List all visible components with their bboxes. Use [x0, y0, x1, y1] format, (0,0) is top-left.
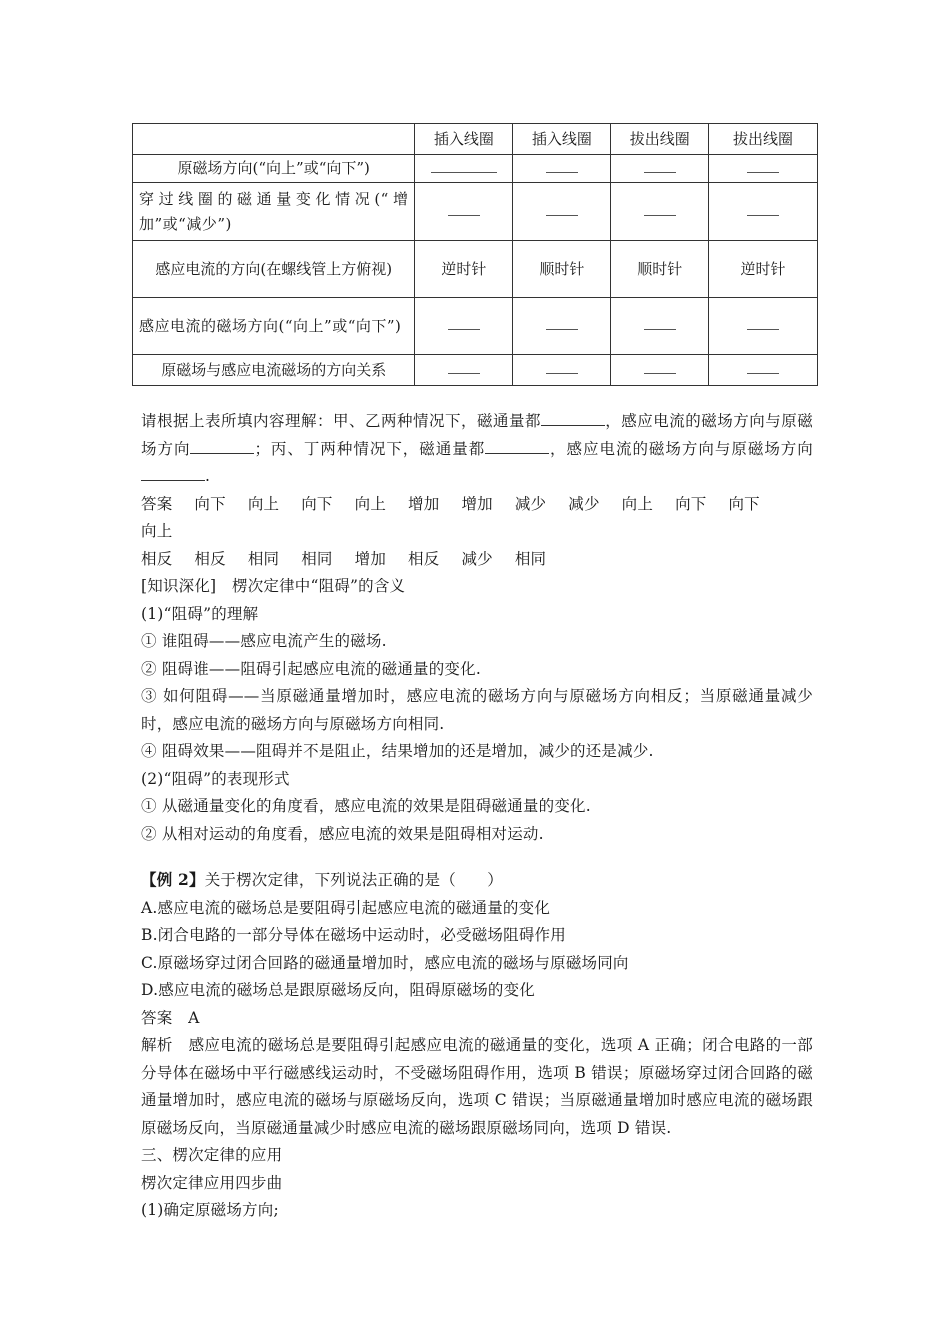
section-title: [知识深化] 楞次定律中“阻碍”的含义	[141, 577, 406, 595]
fill-blank	[644, 215, 676, 216]
fill-blank	[747, 215, 779, 216]
table-header-cell: 拔出线圈	[709, 124, 818, 155]
fill-blank	[644, 329, 676, 330]
analysis-label: 解析	[141, 1036, 173, 1054]
table-header-cell: 插入线圈	[415, 124, 513, 155]
blank-cell	[709, 155, 818, 183]
blank-cell	[415, 298, 513, 355]
blank-cell	[709, 183, 818, 241]
table-cell: 逆时针	[415, 241, 513, 298]
fill-blank	[747, 373, 779, 374]
fill-blank	[546, 373, 578, 374]
table-header-cell: 拔出线圈	[611, 124, 709, 155]
list-item: ③ 如何阻碍——当原磁通量增加时，感应电流的磁场方向与原磁场方向相反；当原磁通量减少时，感应电流的磁场方向与原磁场方向相同.	[141, 687, 813, 733]
answer-line	[141, 546, 813, 574]
fill-blank	[546, 172, 578, 173]
list-item: ① 从磁通量变化的角度看，感应电流的效果是阻碍磁通量的变化.	[141, 797, 591, 815]
blank-cell	[415, 155, 513, 183]
fill-blank	[431, 172, 497, 173]
fill-blank	[546, 329, 578, 330]
answer-value: 相反	[141, 549, 173, 568]
paragraph-text: .	[205, 467, 211, 485]
fill-blank	[644, 373, 676, 374]
blank-cell	[611, 355, 709, 386]
answer-value: 相反	[408, 549, 440, 568]
spacer	[141, 848, 813, 866]
answer-line	[141, 1005, 813, 1033]
answer-label: 答案	[141, 1008, 173, 1027]
table-cell: 顺时针	[611, 241, 709, 298]
lenz-experiment-table	[132, 123, 818, 386]
analysis-text: 感应电流的磁场总是要阻碍引起感应电流的磁通量的变化，选项 A 正确；闭合电路的一部分导体在磁场中平行磁感线运动时，不受磁场阻碍作用，选项 B 错误；原磁场穿过闭合回路的磁通量增加时，感应电流的磁场与原磁场反向，选项 C 错误；当原磁通量增加时感应电流的磁场跟原磁场反向，当原磁通量减少时感应电流的磁场跟原磁场同向，选项 D 错误.	[141, 1036, 813, 1137]
table-row	[133, 183, 818, 241]
answer-line	[141, 491, 813, 546]
list-item: ② 从相对运动的角度看，感应电流的效果是阻碍相对运动.	[141, 824, 544, 843]
fill-blank	[541, 409, 605, 426]
answer-value: 增加	[461, 494, 493, 513]
table-header-row	[133, 124, 818, 155]
fill-blank	[546, 215, 578, 216]
answer-value: 减少	[461, 549, 493, 568]
blank-cell	[611, 155, 709, 183]
fill-blank	[644, 172, 676, 173]
option-a: A.感应电流的磁场总是要阻碍引起感应电流的磁通量的变化	[141, 898, 551, 917]
row-label: 原磁场与感应电流磁场的方向关系	[133, 355, 415, 386]
table-header-cell: 插入线圈	[513, 124, 611, 155]
subsection-title: (2)“阻碍”的表现形式	[141, 769, 290, 788]
paragraph-text: 请根据上表所填内容理解：甲、乙两种情况下，磁通量都	[141, 412, 541, 430]
step-item: (1)确定原磁场方向;	[141, 1201, 279, 1219]
answer-value: 向下	[301, 494, 333, 513]
answer-value: 增加	[408, 494, 440, 513]
fill-blank	[485, 437, 549, 454]
answer-value: 向上	[354, 494, 387, 513]
fill-blank	[190, 437, 254, 454]
option-b: B.闭合电路的一部分导体在磁场中运动时，必受磁场阻碍作用	[141, 926, 566, 944]
row-label: 原磁场方向(“向上”或“向下”)	[133, 155, 415, 183]
table-row	[133, 355, 818, 386]
answer-value: A	[188, 1008, 200, 1027]
answer-value: 相同	[247, 549, 280, 568]
section-heading: 三、楞次定律的应用	[141, 1146, 283, 1164]
option-c: C.原磁场穿过闭合回路的磁通量增加时，感应电流的磁场与原磁场同向	[141, 953, 629, 972]
fill-blank	[448, 373, 480, 374]
answer-value: 向上	[247, 494, 280, 513]
list-item: ④ 阻碍效果——阻碍并不是阻止，结果增加的还是增加，减少的还是减少.	[141, 742, 654, 760]
list-item: ① 谁阻碍——感应电流产生的磁场.	[141, 632, 387, 650]
blank-cell	[415, 183, 513, 241]
answer-label: 答案	[141, 494, 173, 513]
fill-blank	[747, 172, 779, 173]
fill-blank	[141, 464, 205, 481]
blank-cell	[611, 298, 709, 355]
example-question	[141, 866, 813, 895]
blank-cell	[513, 355, 611, 386]
blank-cell	[513, 183, 611, 241]
answer-value: 相反	[194, 549, 226, 568]
blank-cell	[611, 183, 709, 241]
answer-value: 相同	[301, 549, 333, 568]
table-row	[133, 241, 818, 298]
answer-value: 增加	[354, 549, 387, 568]
answer-value: 减少	[568, 494, 600, 513]
row-label: 穿过线圈的磁通量变化情况(“增加”或“减少”)	[133, 183, 415, 241]
blank-cell	[709, 298, 818, 355]
fill-blank	[448, 329, 480, 330]
paragraph-text: ，感应电流的磁场方向与原磁场方向	[141, 412, 813, 458]
table-row	[133, 155, 818, 183]
paragraph-text: ，感应电流的磁场方向与原磁场方向	[549, 439, 813, 458]
answer-value: 向下	[675, 494, 707, 513]
answer-value: 向上	[141, 522, 173, 540]
fill-blank	[747, 329, 779, 330]
blank-cell	[415, 355, 513, 386]
blank-cell	[709, 355, 818, 386]
option-d: D.感应电流的磁场总是跟原磁场反向，阻碍原磁场的变化	[141, 981, 536, 999]
table-cell: 顺时针	[513, 241, 611, 298]
answer-value: 向上	[621, 494, 654, 513]
answer-value: 向下	[194, 494, 226, 513]
table-cell: 逆时针	[709, 241, 818, 298]
fill-paragraph	[141, 408, 813, 491]
blank-cell	[513, 298, 611, 355]
analysis-paragraph	[141, 1032, 813, 1142]
answer-value: 向下	[728, 494, 760, 513]
question-text: 关于楞次定律，下列说法正确的是（ ）	[204, 871, 503, 889]
paragraph-text: ；丙、丁两种情况下，磁通量都	[254, 439, 486, 458]
blank-cell	[513, 155, 611, 183]
row-label: 感应电流的方向(在螺线管上方俯视)	[133, 241, 415, 298]
subsection-title: (1)“阻碍”的理解	[141, 604, 259, 623]
table-header-cell	[133, 124, 415, 155]
table-row	[133, 298, 818, 355]
list-item: ② 阻碍谁——阻碍引起感应电流的磁通量的变化.	[141, 659, 481, 678]
answer-value: 减少	[514, 494, 547, 513]
example-tag: 【例 2】	[141, 870, 205, 889]
row-label: 感应电流的磁场方向(“向上”或“向下”)	[133, 298, 415, 355]
body-text	[141, 408, 813, 1225]
fill-blank	[448, 215, 480, 216]
answer-value: 相同	[514, 549, 547, 568]
section-subheading: 楞次定律应用四步曲	[141, 1173, 283, 1192]
